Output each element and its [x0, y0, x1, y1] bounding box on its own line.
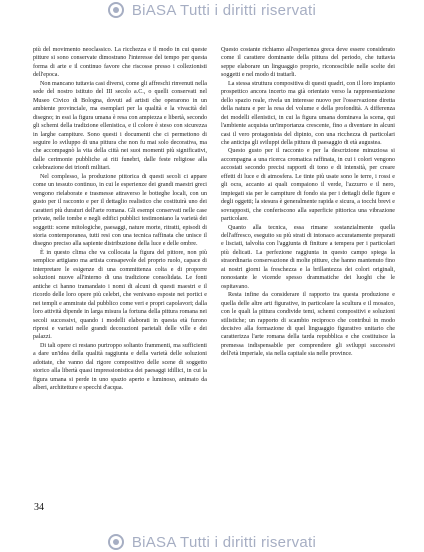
paragraph: È in questo clima che va collocata la figura del pittore, non più semplice artigiano ma artista consapevole del proprio ruolo, capace di interpretare le esigenze di una committenza colta e di proporre soluzioni nuove all'interno di una tradizione consolidata. Le fonti antiche ci hanno tramandato i nomi di alcuni di questi maestri e il ricordo delle loro opere più celebri, che venivano esposte nei portici e nei templi e ammirate dal pubblico come veri e propri capolavori; dalla loro attività dipende in larga misura la fortuna della pittura romana nei secoli successivi, quando i modelli elaborati in questa età furono ripresi e variati nelle grandi decorazioni parietali delle ville e dei palazzi. — [33, 249, 207, 341]
biasa-logo-icon — [108, 2, 124, 18]
watermark-banner-top — [0, 0, 424, 20]
text-column-left — [33, 46, 207, 498]
watermark-text-bottom: BiASA Tutti i diritti riservati — [131, 533, 317, 551]
paragraph: Di tali opere ci restano purtroppo soltanto frammenti, ma sufficienti a dare un'idea della qualità raggiunta e della varietà delle soluzioni adottate, che vanno dal rigore compositivo delle scene di soggetto storico alla libertà quasi impressionistica dei paesaggi idillici, in cui la figura umana si perde in uno spazio aperto e luminoso, animato da alberi, architetture e specchi d'acqua. — [33, 342, 207, 392]
paragraph: Questo gusto per il racconto e per la descrizione minuziosa si accompagna a una ricerca cromatica raffinata, in cui i colori vengono accostati secondo precisi rapporti di tono e di intensità, per creare effetti di luce e di atmosfera. Le tinte più usate sono le terre, i rossi e gli ocra, accanto ai quali compaiono il verde, l'azzurro e il nero, impiegati sia per le campiture di fondo sia per i dettagli delle figure e degli oggetti; la stesura è generalmente rapida e sicura, a tocchi brevi e sovrapposti, che conferiscono alla superficie pittorica una vibrazione particolare. — [221, 148, 395, 223]
paragraph: Non mancano tuttavia casi diversi, come gli affreschi rinvenuti nella sede del nostro istituto del III secolo a.C., o quelli conservati nel Museo Civico di Bologna, dovuti ad artisti che operarono in un ambiente provinciale, ma esemplari per la qualità e la vivacità del disegno; in essi la figura umana è resa con ampiezza e libertà, secondo gli schemi della tradizione ellenistica, e il colore è steso con sicurezza in larghe campiture. Sono questi i documenti che ci permettono di seguire lo sviluppo di una pittura che non fu mai solo decorativa, ma che accompagnò la vita della città nei suoi momenti più significativi, dalle cerimonie pubbliche ai riti funebri, dalle feste religiose alla celebrazione dei trionfi militari. — [33, 80, 207, 172]
paragraph: La stessa struttura compositiva di questi quadri, con il loro impianto prospettico ancora incerto ma già orientato verso la rappresentazione dello spazio reale, rivela un interesse nuovo per l'osservazione diretta della natura e per la resa del volume e della profondità. A differenza dei modelli ellenistici, in cui la figura umana dominava la scena, qui l'ambiente acquista un'importanza crescente, fino a diventare in alcuni casi il vero protagonista del dipinto, con una ricchezza di particolari che anticipa gli sviluppi della pittura di paesaggio di età augustea. — [221, 80, 395, 146]
paragraph: più del movimento neoclassico. La ricchezza e il modo in cui queste pitture si sono conservate dimostrano l'interesse del tempo per questa forma di arte e il continuo favore che riscosse presso i collezionisti dell'epoca. — [33, 47, 207, 79]
biasa-logo-icon — [108, 534, 124, 550]
paragraph: Nel complesso, la produzione pittorica di questi secoli ci appare come un tessuto continuo, in cui le esperienze dei grandi maestri greci vengono rielaborate e trasmesse attraverso le botteghe locali, con un gusto per il racconto e per il dettaglio realistico che costituirà uno dei caratteri più duraturi dell'arte romana. Gli esempi conservati nelle case private, nelle tombe e negli edifici pubblici testimoniano la varietà dei soggetti: scene mitologiche, paesaggi, nature morte, ritratti, episodi di storia contemporanea, tutti resi con una tecnica raffinata che unisce il disegno preciso alla sapiente distribuzione della luce e delle ombre. — [33, 173, 207, 248]
watermark-banner-bottom — [0, 532, 424, 552]
paragraph: Resta infine da considerare il rapporto tra questa produzione e quella delle altre arti figurative, in particolare la scultura e il mosaico, con le quali la pittura condivide temi, schemi compositivi e soluzioni stilistiche; un rapporto di scambio reciproco che contribuì in modo decisivo alla formazione di quel linguaggio figurativo unitario che caratterizza l'arte romana della tarda repubblica e che costituisce la premessa indispensabile per comprendere gli sviluppi successivi dell'età imperiale, sia nella capitale sia nelle province. — [221, 292, 395, 358]
watermark-text-top: BiASA Tutti i diritti riservati — [131, 1, 317, 19]
document-page — [33, 46, 395, 498]
page-number: 34 — [34, 502, 44, 513]
paragraph: Quanto alla tecnica, essa rimane sostanzialmente quella dell'affresco, eseguito su più strati di intonaco accuratamente preparati e lisciati, talvolta con l'aggiunta di finiture a tempera per i particolari più delicati. La perfezione raggiunta in questo campo spiega la straordinaria conservazione di molte pitture, che hanno mantenuto fino ai nostri giorni la freschezza e la brillantezza dei colori originali, nonostante le vicende spesso drammatiche dei luoghi che le ospitavano. — [221, 224, 395, 290]
text-column-right — [221, 46, 395, 498]
paragraph: Questo costante richiamo all'esperienza greca deve essere considerato come il carattere dominante della pittura del periodo, che tuttavia seppe elaborare un linguaggio proprio, riconoscibile nelle scelte dei soggetti e nel modo di trattarli. — [221, 47, 395, 79]
